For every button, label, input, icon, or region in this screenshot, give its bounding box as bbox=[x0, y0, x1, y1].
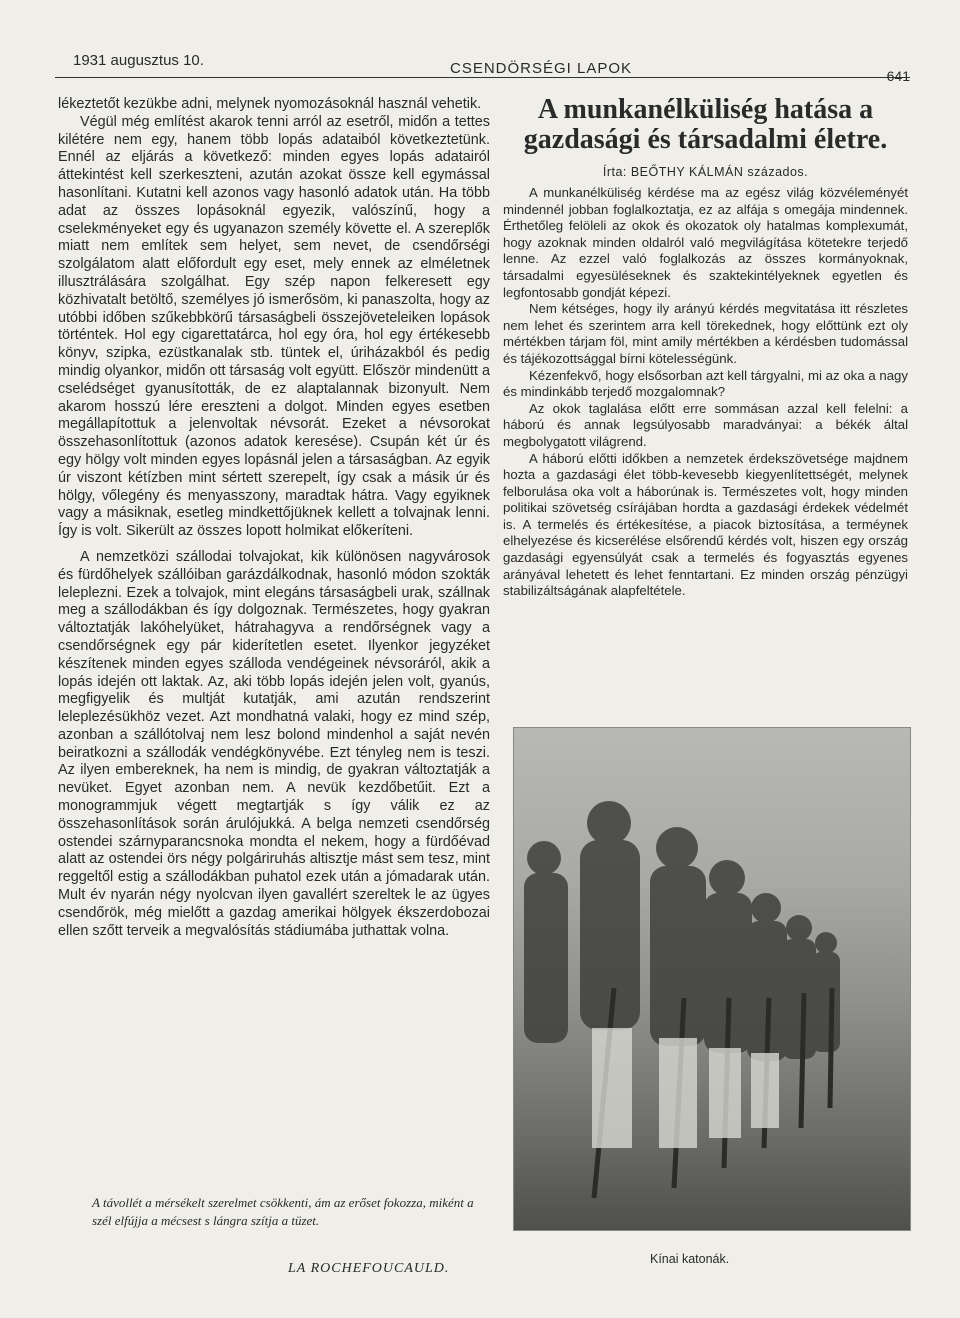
quote-text: A távollét a mérsékelt szerelmet csökkenti, ám az erőset fokozza, miként a szél elfújja a mécsest s lángra szítja a tüzet. bbox=[92, 1195, 474, 1228]
left-paragraph: Végül még említést akarok tenni arról az esetről, midőn a tettes kilétére nem egy, hanem több lopás adataiból következtetünk. Ennél az eljárás a következő: minden egyes lopás adatairól áttekintést kell szerkeszteni, azután azokat össze kell egymással hasonlítani. Kutatni kell azonos vagy hasonló adatok után. Ha több adat az összes lopásoknál egyezik, valószínű, hogy a cselekményeket egy és ugyanazon személy követte el. A szereplők miatt nem említek sem helyet, sem nevet, de csendőrségi szolgálatom alatt előfordult egy eset, mely ennek az elméletnek illusztrálására szolgálhat. Egy szép napon felkeresett egy közhivatalt betöltő, személyes jó ismerősöm, ki panaszolta, hogy az utóbbi időben szűkebbkörű társaságbeli összejöveteleiken lopások történtek. Hol egy cigarettatárca, hol egy óra, hol egy értékesebb könyv, szipka, ezüstkanalak stb. tüntek el, úriházakból és pedig mindig olyankor, midőn ott társaság volt együtt. Először mindenütt a cselédséget gyanusították, de ez alaptalannak bizonyult. Nem akarom hosszú lére ereszteni a dolgot. Minden egyes esetben megállapítottuk a jelenvoltak névsorát. Ezeket a névsorokat összehasonlítottuk (azonos adatok keresése). Csupán két úr és egy hölgy volt minden egyes lopásnál jelen a társaságban. Az egyik úr viszont kétízben mint sértett szerepelt, így csak a másik úr és hölgy, vőlegény és menyasszony, maradtak hátra. Vagy egyiknek vagy a másiknak, esetleg mindkettőjüknek kellett a tolvajnak lenni. Így is volt. Sikerült az összes lopott holmikat előkeríteni. bbox=[58, 113, 490, 540]
article-paragraph: Nem kétséges, hogy ily arányú kérdés megvitatása itt részletes nem lehet és szerintem arra kell törekednek, hogy előttünk ezt oly mértékben tárjam föl, mint amily mértékben a kérdésben tudomással és tájékozottsággal bírni kötelességünk. bbox=[503, 301, 908, 366]
quote-block bbox=[60, 1190, 490, 1290]
article-paragraph: Kézenfekvő, hogy elsősorban azt kell tárgyalni, mi az oka a nagy és mindinkább terjedő mozgalomnak? bbox=[503, 367, 908, 400]
article-paragraph: Az okok taglalása előtt erre sommásan azzal kell felelni: a háború és annak legsúlyosabb maradványai: a békék által megbolygatott világrend. bbox=[503, 400, 908, 449]
soldiers-photo bbox=[513, 727, 911, 1231]
article-paragraph: A háború előtti időkben a nemzetek érdekszövetsége majdnem hozta a gazdasági élet több-kevesebb kiegyenlítettségét, melynek felborulása oka volt a háborúnak is. Természetes volt, hogy minden politikai szövetség csírájában hordta a gazdasági érdekek védelmét is. A termelés és értékesítése, a piacok biztosítása, a terméynek elhelyezése és kicserélése elsőrendű kérdés volt, hiszen egy ország gazdasági egyensúlyát csak a termelés és fogyasztás egyenes arányával lehetett és lehet fenntartani. Ez minden ország pénzügyi stabilizáltságának alapfeltétele. bbox=[503, 450, 908, 599]
left-column bbox=[58, 96, 490, 940]
left-paragraph: lékeztetőt kezükbe adni, melynek nyomozásoknál használ vehetik. bbox=[58, 96, 482, 112]
right-column bbox=[503, 95, 908, 600]
left-paragraph: A nemzetközi szállodai tolvajokat, kik különösen nagyvárosok és fürdőhelyek szállóiban garázdálkodnak, hasonló módon szokták leleplezni. Ezek a tolvajok, mint elegáns társaságbeli urak, szállnak meg a szállodákban és így dolgoznak. Természetes, hogy gyakran változtatják lakóhelyüket, hátrahagyva a rendőrségnek vagy a csendőrségnek egy pár kiderítetlen esetet. Ilyenkor jegyzéket készítenek minden egyes szálloda vendégeinek névsoráról, akik a lopás idején ott laktak. Az, aki több lopás idején jelen volt, gyanús, megfigyelik és multját kutatják, ami azután rendszerint leleplezésükhöz vezet. Azt mondhatná valaki, hogy ez mind szép, azonban a szállótolvaj nem lesz bolond mindenhol a saját nevén beiratkozni a szállodák vendégkönyvébe. Ezt tényleg nem is teszi. Az ilyen embereknek, ha nem is mindig, de gyakran változtatják a nevüket. Egyet azonban nem. A nevük kezdőbetűit. Ezt a monogrammjuk végett megtartják s így válik ez az összehasonlítások során árulójukká. A belga nemzeti csendőrség ostendei szárnyparancsnoka mondta el nekem, hogy a fürdőévad alatt az ostendei örs négy polgáriruhás altisztje mást sem tesz, mint reggeltől estig a szállodákban puhatol ezek után a jómadarak után. Mult év nyarán négy nyolcvan ilyen gavallért szereltek le az ügyes csendőrök, még mielőtt a gazdag amerikai hölgyek ékszerdobozai ellen szőtt terveik a megvalósítás stádiumába juthattak volna. bbox=[58, 548, 490, 939]
photo-caption: Kínai katonák. bbox=[650, 1252, 730, 1266]
quote-author: LA ROCHEFOUCAULD. bbox=[288, 1261, 450, 1276]
header-page-number: 641 bbox=[886, 68, 910, 84]
header-date: 1931 augusztus 10. bbox=[73, 52, 204, 69]
article-title: A munkanélküliség hatása a gazdasági és társadalmi életre. bbox=[523, 94, 888, 155]
header-publication: CSENDÖRSÉGI LAPOK bbox=[450, 60, 633, 77]
soldiers-photo-illustration bbox=[514, 728, 910, 1230]
article-byline: Írta: BEŐTHY KÁLMÁN százados. bbox=[602, 165, 809, 179]
page-header bbox=[55, 46, 910, 84]
article-paragraph: A munkanélküliség kérdése ma az egész világ közvéleményét mindennél jobban foglalkoztatja, ez az alfája s omegája mindennek. Érthetőleg felöleli az okok és okozatok oly hatalmas komplexumát, hogy azoknak minden oldalról való megvilágítása kötetekre terjedő lenne. Az ezzel való foglalkozás az összes kormányoknak, társadalmi egyesüléseknek és szaktekintélyeknek egyetlen és legfontosabb gondját képezi. bbox=[503, 185, 908, 300]
header-rule bbox=[55, 77, 910, 78]
